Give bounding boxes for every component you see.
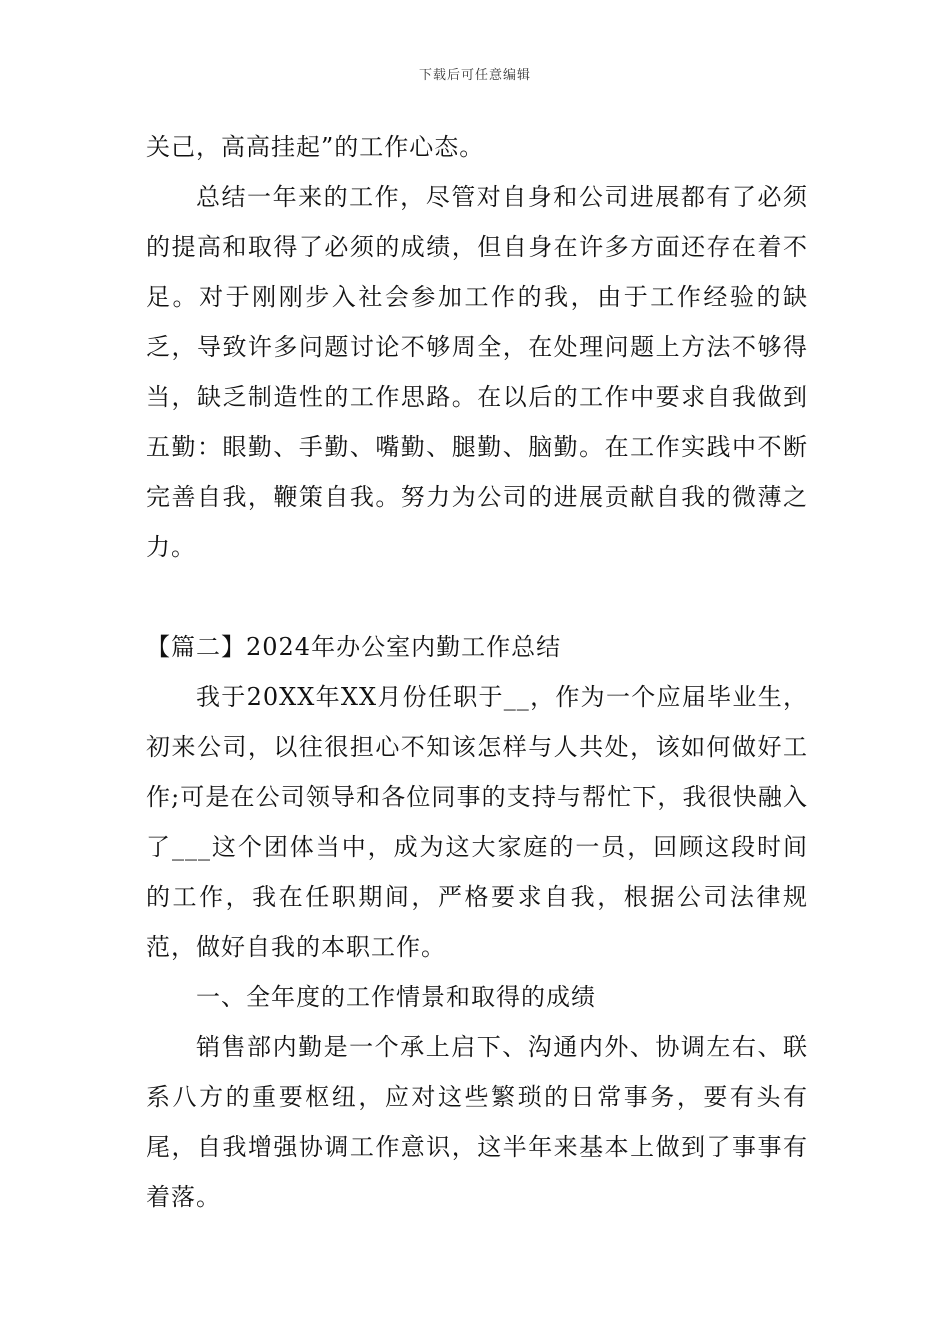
paragraph-intro: 我于20XX年XX月份任职于__，作为一个应届毕业生，初来公司，以往很担心不知该怎样与人共处，该如何做好工作;可是在公司领导和各位同事的支持与帮忙下，我很快融入了___这个团体当中，成为这大家庭的一员，回顾这段时间的工作，我在任职期间，严格要求自我，根据公司法律规范，做好自我的本职工作。 (146, 683, 808, 961)
paragraph-summary: 总结一年来的工作，尽管对自身和公司进展都有了必须的提高和取得了必须的成绩，但自身在许多方面还存在着不足。对于刚刚步入社会参加工作的我，由于工作经验的缺乏，导致许多问题讨论不够周全，在处理问题上方法不够得当，缺乏制造性的工作思路。在以后的工作中要求自我做到五勤：眼勤、手勤、嘴勤、腿勤、脑勤。在工作实践中不断完善自我，鞭策自我。努力为公司的进展贡献自我的微薄之力。 (146, 183, 808, 561)
paragraph-continuation: 关己，高高挂起”的工作心态。 (146, 133, 485, 161)
subheading: 一、全年度的工作情景和取得的成绩 (196, 983, 596, 1011)
page-header-note: 下载后可任意编辑 (418, 68, 531, 83)
paragraph-sales-office: 销售部内勤是一个承上启下、沟通内外、协调左右、联系八方的重要枢纽，应对这些繁琐的日常事务，要有头有尾，自我增强协调工作意识，这半年来基本上做到了事事有着落。 (146, 1033, 808, 1211)
section-title: 【篇二】2024年办公室内勤工作总结 (146, 633, 562, 661)
document-body (146, 122, 808, 1222)
